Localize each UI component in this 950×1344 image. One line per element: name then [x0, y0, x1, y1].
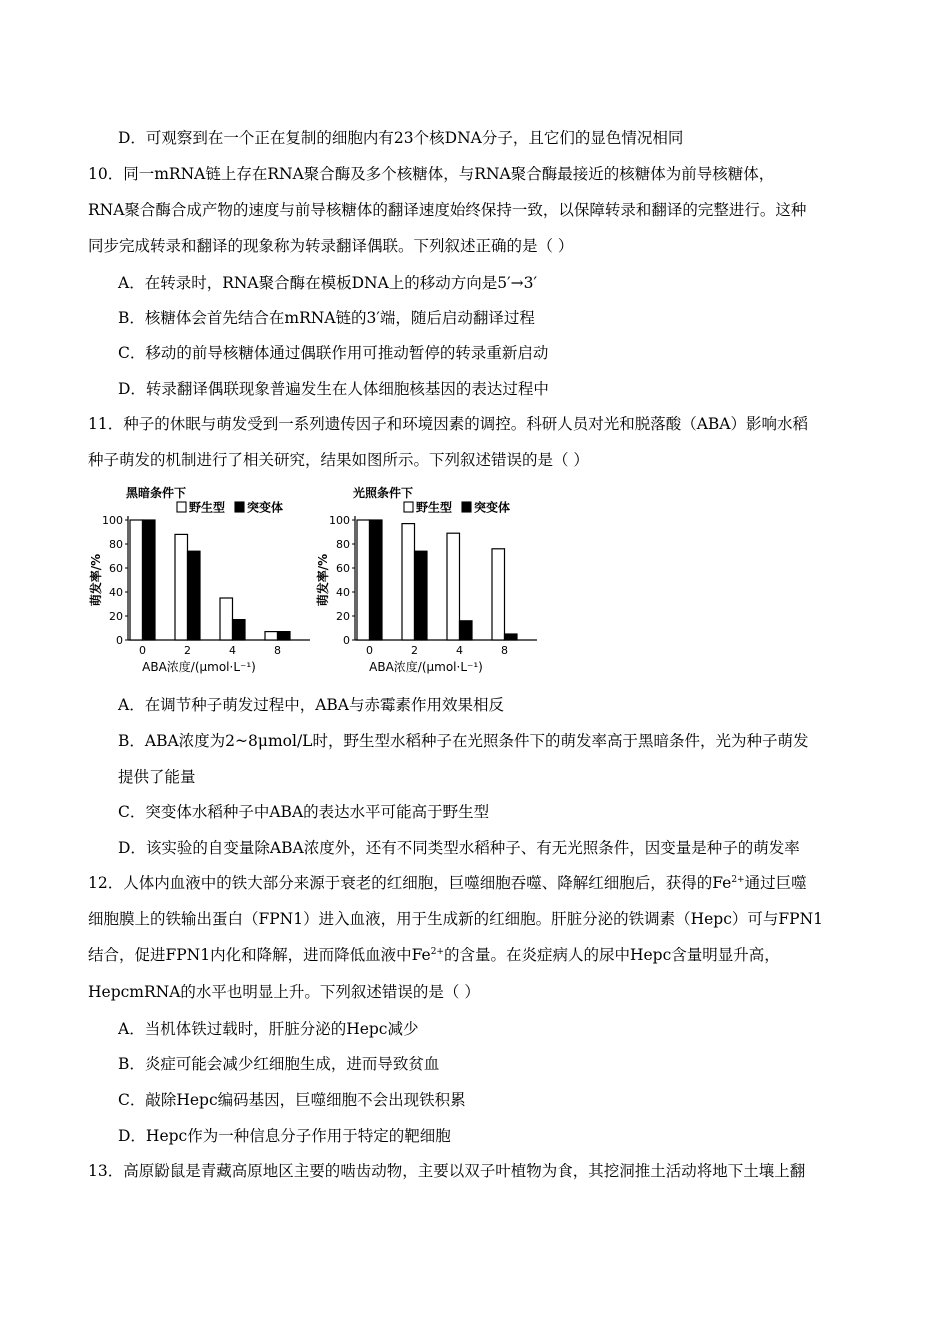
q10-option-a: A．在转录时，RNA聚合酶在模板DNA上的移动方向是5′→3′ [118, 274, 538, 292]
bar-wild-type [402, 524, 415, 640]
q11-stem-line-1: 11．种子的休眠与萌发受到一系列遗传因子和环境因素的调控。科研人员对光和脱落酸（ABA）影响水稻 [88, 415, 809, 433]
q11-option-a: A．在调节种子萌发过程中，ABA与赤霉素作用效果相反 [118, 696, 504, 714]
q10-option-d: D．转录翻译偶联现象普遍发生在人体细胞核基因的表达过程中 [118, 380, 549, 398]
q11-option-b-cont: 提供了能量 [118, 768, 196, 786]
legend-label-wild-type: 野生型 [416, 500, 453, 515]
bar-mutant [370, 520, 383, 640]
y-axis-label: 萌发率/% [89, 553, 103, 607]
chart-title: 光照条件下 [353, 486, 414, 500]
bar-wild-type [492, 549, 505, 640]
bar-mutant [233, 620, 246, 640]
x-axis-label: ABA浓度/(μmol·L⁻¹) [142, 660, 256, 674]
legend-swatch-wild-type [404, 502, 413, 512]
bar-wild-type [175, 534, 188, 640]
y-tick-label: 80 [109, 538, 123, 551]
q10-option-b: B．核糖体会首先结合在mRNA链的3′端，随后启动翻译过程 [118, 309, 535, 327]
q12-option-c: C．敲除Hepc编码基因，巨噬细胞不会出现铁积累 [118, 1091, 466, 1109]
y-tick-label: 0 [343, 634, 350, 647]
x-tick-label: 8 [274, 644, 281, 657]
y-tick-label: 40 [109, 586, 123, 599]
chart-light [313, 480, 543, 680]
q13-stem-line-1: 13．高原鼢鼠是青藏高原地区主要的啮齿动物，主要以双子叶植物为食，其挖洞推土活动将地下土壤上翻 [88, 1162, 806, 1180]
legend-label-mutant: 突变体 [474, 500, 511, 515]
q10-stem-line-3: 同步完成转录和翻译的现象称为转录翻译偶联。下列叙述正确的是（ ） [88, 237, 574, 255]
q12-stem-line-1: 12．人体内血液中的铁大部分来源于衰老的红细胞，巨噬细胞吞噬、降解红细胞后，获得的$Fe^{2+}$通过巨噬 [88, 874, 807, 892]
chart-title: 黑暗条件下 [126, 486, 187, 500]
y-tick-label: 100 [329, 514, 350, 527]
y-tick-label: 20 [336, 610, 350, 623]
bar-wild-type [447, 533, 460, 640]
x-tick-label: 0 [366, 644, 373, 657]
bar-mutant [415, 551, 428, 640]
bar-mutant [278, 632, 291, 640]
y-tick-label: 60 [109, 562, 123, 575]
legend-label-mutant: 突变体 [247, 500, 284, 515]
bar-wild-type [130, 520, 143, 640]
x-tick-label: 4 [229, 644, 236, 657]
bar-mutant [460, 621, 473, 640]
legend-swatch-mutant [235, 502, 244, 512]
bar-wild-type [265, 632, 278, 640]
q11-option-b: B．ABA浓度为2~8μmol/L时，野生型水稻种子在光照条件下的萌发率高于黑暗条件，光为种子萌发 [118, 732, 809, 750]
y-axis-label: 萌发率/% [316, 553, 330, 607]
x-tick-label: 2 [411, 644, 418, 657]
bar-mutant [505, 634, 518, 640]
y-tick-label: 40 [336, 586, 350, 599]
q10-stem-line-1: 10．同一mRNA链上存在RNA聚合酶及多个核糖体，与RNA聚合酶最接近的核糖体为前导核糖体， [88, 165, 775, 183]
bar-wild-type [220, 598, 233, 640]
q10-stem-line-2: RNA聚合酶合成产物的速度与前导核糖体的翻译速度始终保持一致，以保障转录和翻译的完整进行。这种 [88, 201, 807, 219]
q9-option-d: D．可观察到在一个正在复制的细胞内有23个核DNA分子，且它们的显色情况相同 [118, 129, 684, 147]
q11-option-c: C．突变体水稻种子中ABA的表达水平可能高于野生型 [118, 803, 490, 821]
legend-swatch-mutant [462, 502, 471, 512]
legend-label-wild-type: 野生型 [189, 500, 226, 515]
x-axis-label: ABA浓度/(μmol·L⁻¹) [369, 660, 483, 674]
bar-mutant [143, 520, 156, 640]
y-tick-label: 80 [336, 538, 350, 551]
q12-option-b: B．炎症可能会减少红细胞生成，进而导致贫血 [118, 1055, 440, 1073]
x-tick-label: 8 [501, 644, 508, 657]
q12-option-d: D．Hepc作为一种信息分子作用于特定的靶细胞 [118, 1127, 451, 1145]
q12-stem-line-2: 细胞膜上的铁输出蛋白（FPN1）进入血液，用于生成新的红细胞。肝脏分泌的铁调素（Hepc）可与FPN1 [88, 910, 824, 928]
q12-stem-line-3: 结合，促进FPN1内化和降解，进而降低血液中$Fe^{2+}$的含量。在炎症病人的尿中Hepc含量明显升高， [88, 946, 780, 964]
q12-option-a: A．当机体铁过载时，肝脏分泌的Hepc减少 [118, 1020, 419, 1038]
q11-stem-line-2: 种子萌发的机制进行了相关研究，结果如图所示。下列叙述错误的是（ ） [88, 451, 589, 469]
chart-dark [86, 480, 316, 680]
x-tick-label: 2 [184, 644, 191, 657]
q11-option-d: D．该实验的自变量除ABA浓度外，还有不同类型水稻种子、有无光照条件，因变量是种子的萌发率 [118, 839, 800, 857]
bar-wild-type [357, 520, 370, 640]
q12-stem-line-4: HepcmRNA的水平也明显上升。下列叙述错误的是（ ） [88, 983, 480, 1001]
legend-swatch-wild-type [177, 502, 186, 512]
y-tick-label: 0 [116, 634, 123, 647]
x-tick-label: 0 [139, 644, 146, 657]
y-tick-label: 60 [336, 562, 350, 575]
x-tick-label: 4 [456, 644, 463, 657]
y-tick-label: 20 [109, 610, 123, 623]
bar-mutant [188, 551, 201, 640]
q10-option-c: C．移动的前导核糖体通过偶联作用可推动暂停的转录重新启动 [118, 344, 549, 362]
y-tick-label: 100 [102, 514, 123, 527]
